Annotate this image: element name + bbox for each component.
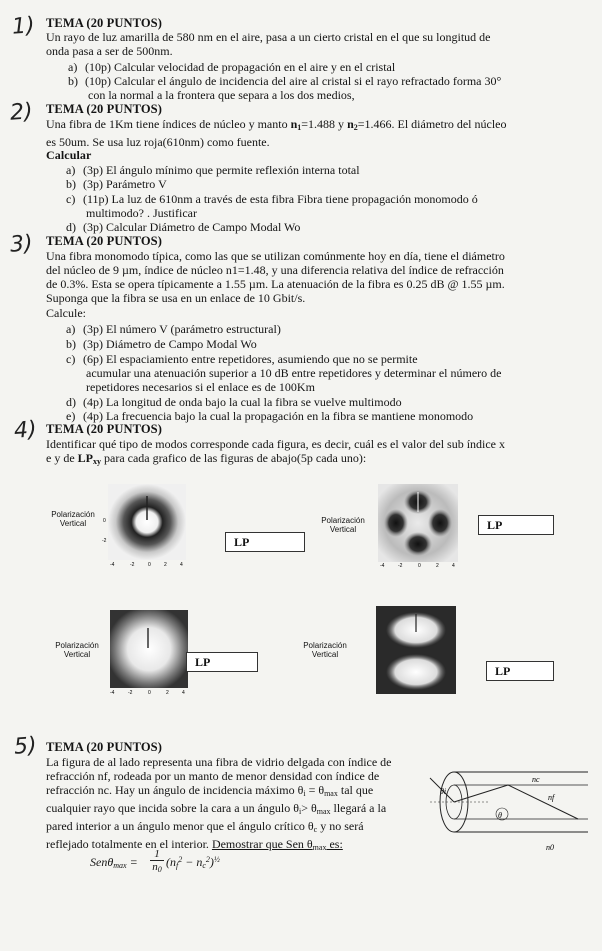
svg-text:-2: -2 bbox=[130, 562, 135, 566]
question-4-text: Identificar qué tipo de modos corresponde cada figura, es decir, cuál es el valor del sub índice x e y de $LP_{xy}$ para cada grafico de las figuras de abajo(5p cada uno): bbox=[46, 437, 506, 466]
question-3-item-c: c) (6p) El espaciamiento entre repetidores, asumiendo que no se permite bbox=[66, 352, 418, 366]
svg-text:4: 4 bbox=[182, 690, 185, 694]
svg-text:-4: -4 bbox=[110, 562, 115, 566]
formula-fraction: 1 $n_0$ bbox=[150, 848, 164, 876]
question-3-item-c-cont2: repetidores necesarios si el enlace es de 100Km bbox=[86, 380, 315, 394]
figure-3-label: Polarización Vertical bbox=[55, 641, 99, 659]
question-2-calc: Calcular bbox=[46, 148, 92, 162]
svg-text:0: 0 bbox=[418, 563, 421, 568]
svg-text:-2: -2 bbox=[398, 563, 403, 568]
question-2-text: Una fibra de 1Km tiene índices de núcleo y manto $n_1=1.488$ y $n_2=1.466$. El diámetro del núcleo es 50um. Se usa luz roja(610nm) como fuente. bbox=[46, 117, 507, 149]
question-2-item-a: a) (3p) El ángulo mínimo que permite reflexión interna total bbox=[66, 163, 360, 177]
svg-text:0: 0 bbox=[103, 518, 106, 524]
figure-1-lp-answer-box[interactable]: LP bbox=[225, 532, 305, 552]
svg-text:-4: -4 bbox=[380, 563, 385, 568]
question-1-item-b-cont: con la normal a la frontera que separa a los dos medios, bbox=[88, 88, 355, 102]
question-2-item-b: b) (3p) Parámetro V bbox=[66, 177, 167, 191]
question-2-number: 2) bbox=[9, 99, 34, 126]
figure-3-mode-plot bbox=[104, 608, 190, 694]
question-2-title: TEMA (20 PUNTOS) bbox=[46, 102, 162, 116]
question-3-item-b: b) (3p) Diámetro de Campo Modal Wo bbox=[66, 337, 257, 351]
svg-text:-4: -4 bbox=[110, 690, 115, 694]
figure-4-label: Polarización Vertical bbox=[303, 641, 347, 659]
question-3-item-a: a) (3p) El número V (parámetro estructural) bbox=[66, 322, 281, 336]
figure-2-label: Polarización Vertical bbox=[321, 516, 365, 534]
svg-text:-2: -2 bbox=[128, 690, 133, 694]
diagram-n0: n0 bbox=[546, 843, 554, 852]
question-1-title: TEMA (20 PUNTOS) bbox=[46, 16, 162, 30]
fiber-diagram bbox=[428, 766, 596, 852]
question-5-number: 5) bbox=[13, 733, 38, 760]
diagram-theta-i: θi bbox=[440, 787, 447, 796]
question-2-item-c: c) (11p) La luz de 610nm a través de esta fibra Fibra tiene propagación monomodo ó bbox=[66, 192, 478, 206]
question-4-title: TEMA (20 PUNTOS) bbox=[46, 422, 162, 436]
question-5-text: La figura de al lado representa una fibra de vidrio delgada con índice de refracción nf, rodeada por un manto de menor densidad con índice de refracción nc. Hay un ángulo de incidencia máximo $\theta_i = \theta_{max}$ tal que cualquier rayo que incida sobre la cara a un ángulo $\theta_i> \theta_{max}$ llegará a la pared interior a un ángulo menor que el ángulo crítico $\theta_c$ y no será reflejado totalmente en el interior. Demostrar que Sen $\theta_{max}$ es: bbox=[46, 755, 392, 852]
question-2-item-d: d) (3p) Calcular Diámetro de Campo Modal Wo bbox=[66, 220, 301, 234]
svg-text:2: 2 bbox=[166, 690, 169, 694]
svg-text:4: 4 bbox=[180, 562, 183, 566]
question-4-number: 4) bbox=[13, 417, 38, 444]
question-1-number: 1) bbox=[11, 13, 36, 40]
diagram-nf: nf bbox=[548, 793, 555, 802]
question-3-text: Una fibra monomodo típica, como las que se utilizan comúnmente hoy en día, tiene el diámetro del núcleo de 9 µm, índice de núcleo n1=1.48, y una diferencia relativa del índice de refracción de 0.3%. Esta se opera típicamente a 1.55 µm. La atenuación de la fibra es 0.25 dB @ 1.55 µm. Suponga que la fibra se usa en un enlace de 10 Gbit/s. bbox=[46, 249, 505, 305]
question-5-title: TEMA (20 PUNTOS) bbox=[46, 740, 162, 754]
figure-1-mode-plot bbox=[102, 482, 188, 566]
diagram-nc: nc bbox=[532, 775, 540, 784]
question-1-item-a: a) (10p) Calcular velocidad de propagación en el aire y en el cristal bbox=[68, 60, 396, 74]
figure-1-label: Polarización Vertical bbox=[51, 510, 95, 528]
svg-text:2: 2 bbox=[436, 563, 439, 568]
formula-rhs: $(n_f^2 - n_c^2)^{\frac{1}{2}}$ bbox=[166, 855, 220, 870]
question-2-item-c-cont: multimodo? . Justificar bbox=[86, 206, 197, 220]
figure-2-lp-answer-box[interactable]: LP bbox=[478, 515, 554, 535]
svg-text:2: 2 bbox=[164, 562, 167, 566]
svg-text:4: 4 bbox=[452, 563, 455, 568]
question-1-item-b: b) (10p) Calcular el ángulo de incidencia del aire al cristal si el rayo refractado forma 30° bbox=[68, 74, 502, 88]
question-3-number: 3) bbox=[9, 231, 34, 258]
question-1-text: Un rayo de luz amarilla de 580 nm en el aire, pasa a un cierto cristal en el que su longitud de onda pasa a ser de 500nm. bbox=[46, 30, 491, 58]
question-3-title: TEMA (20 PUNTOS) bbox=[46, 234, 162, 248]
formula: Senθ$_{max}$ = bbox=[90, 855, 138, 870]
svg-text:-2: -2 bbox=[102, 538, 107, 544]
question-3-item-c-cont1: acumular una atenuación superior a 10 dB entre repetidores y determinar el número de bbox=[86, 366, 502, 380]
diagram-theta: θ bbox=[498, 811, 502, 820]
question-3-item-e: e) (4p) La frecuencia bajo la cual la propagación en la fibra se mantiene monomodo bbox=[66, 409, 474, 423]
question-3-calc: Calcule: bbox=[46, 306, 86, 320]
figure-3-lp-answer-box[interactable]: LP bbox=[186, 652, 258, 672]
figure-4-lp-answer-box[interactable]: LP bbox=[486, 661, 554, 681]
figure-4-mode-plot bbox=[374, 604, 458, 696]
svg-text:0: 0 bbox=[148, 562, 151, 566]
svg-text:0: 0 bbox=[148, 690, 151, 694]
figure-2-mode-plot bbox=[374, 482, 460, 568]
question-3-item-d: d) (4p) La longitud de onda bajo la cual la fibra se vuelve multimodo bbox=[66, 395, 402, 409]
